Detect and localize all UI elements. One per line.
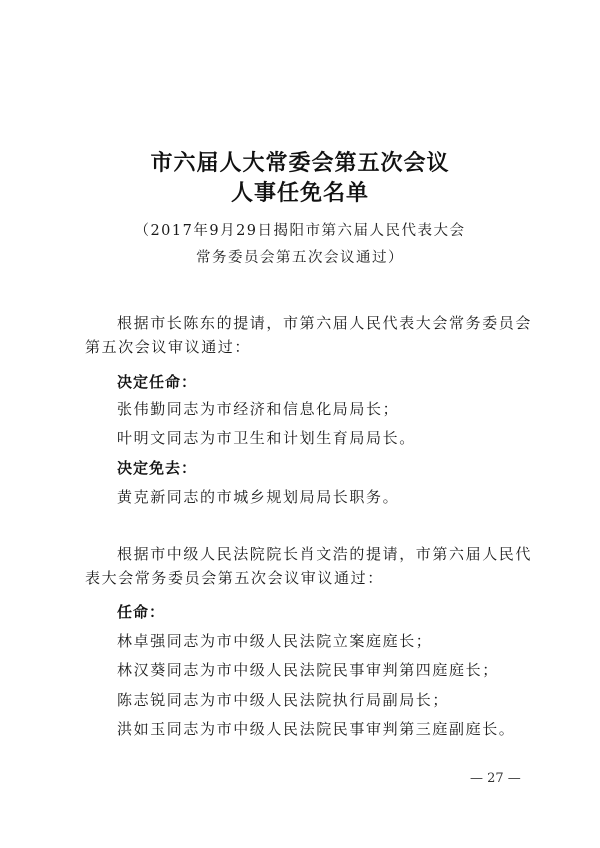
- page-number: — 27 —: [470, 771, 521, 786]
- document-subtitle: （2017年9月29日揭阳市第六届人民代表大会: [134, 223, 466, 239]
- section1-appoint-heading: 决定任命：: [117, 373, 198, 391]
- appointment-item: 陈志锐同志为市中级人民法院执行局副局长；: [117, 691, 450, 709]
- document-subtitle-line2: 常务委员会第五次会议通过）: [196, 250, 404, 266]
- appointment-item: 林汉葵同志为市中级人民法院民事审判第四庭庭长；: [117, 661, 499, 679]
- section2-appoint-heading: 任命：: [117, 603, 166, 621]
- appointment-item: 林卓强同志为市中级人民法院立案庭庭长；: [117, 632, 433, 650]
- appointment-item: 张伟勤同志为市经济和信息化局局长；: [117, 400, 400, 418]
- section1-intro: 根据市长陈东的提请，市第六届人民代表大会常务委员会第五次会议审议通过：: [85, 314, 533, 356]
- dismissal-item: 黄克新同志的市城乡规划局局长职务。: [117, 488, 400, 506]
- section1-dismiss-heading: 决定免去：: [117, 459, 198, 477]
- appointment-item: 洪如玉同志为市中级人民法院民事审判第三庭副庭长。: [117, 720, 516, 738]
- appointment-item: 叶明文同志为市卫生和计划生育局局长。: [117, 429, 416, 447]
- document-title: 市六届人大常委会第五次会议: [150, 150, 450, 176]
- section2-intro: 根据市中级人民法院院长肖文浩的提请，市第六届人民代表大会常务委员会第五次会议审议通过：: [85, 545, 533, 587]
- document-title-line2: 人事任免名单: [230, 180, 369, 206]
